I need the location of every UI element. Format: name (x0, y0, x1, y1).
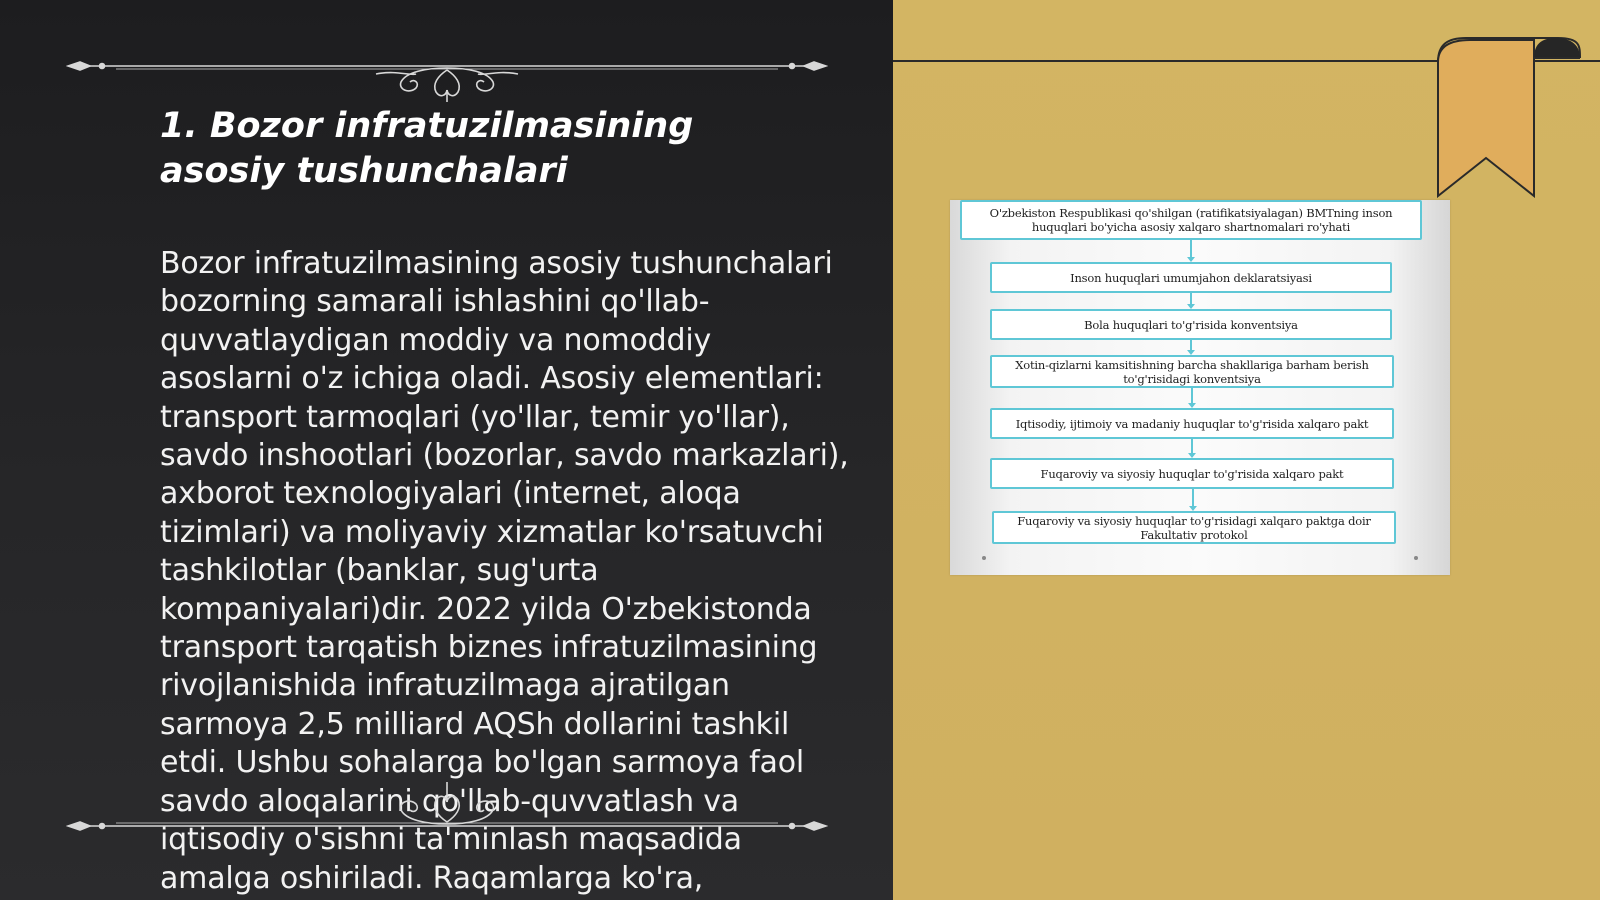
flowchart-item-text: Xotin-qizlarni kamsitishning barcha shakllariga barham berish to'g'risidagi konventsiya (1015, 357, 1369, 386)
flowchart-item-6 (992, 511, 1396, 544)
flowchart-item-text: Fuqaroviy va siyosiy huquqlar to'g'risidagi xalqaro paktga doir Fakultativ protokol (1017, 513, 1371, 542)
flowchart-item-4 (990, 408, 1394, 439)
flowchart-item-3 (990, 355, 1394, 388)
flowchart-item-text: Bola huquqlari to'g'risida konventsiya (1084, 317, 1298, 332)
slide-title: 1. Bozor infratuzilmasining asosiy tushunchalari (160, 106, 694, 191)
flowchart-header-text: O'zbekiston Respublikasi qo'shilgan (ratifikatsiyalagan) BMTning inson huquqlari bo'yicha asosiy xalqaro shartnomalari ro'yhati (989, 206, 1393, 234)
ribbon-bookmark-icon (1430, 28, 1600, 198)
flowchart-dot (1414, 556, 1418, 560)
bottom-ornament-divider-icon (66, 778, 828, 834)
flowchart-item-text: Fuqaroviy va siyosiy huquqlar to'g'risida xalqaro pakt (1040, 466, 1344, 481)
flowchart-dot (982, 556, 986, 560)
flowchart-item-text: Iqtisodiy, ijtimoiy va madaniy huquqlar to'g'risida xalqaro pakt (1015, 416, 1369, 431)
flowchart-item-text: Inson huquqlari umumjahon deklaratsiyasi (1070, 270, 1312, 285)
flowchart-item-5 (990, 458, 1394, 489)
flowchart-image (950, 200, 1450, 575)
flowchart-item-1 (990, 262, 1392, 293)
flowchart-item-2 (990, 309, 1392, 340)
flowchart-header-box (960, 200, 1422, 240)
top-ornament-divider-icon (66, 46, 828, 102)
slide-body-text: Bozor infratuzilmasining asosiy tushunchalari bozorning samarali ishlashini qo'llab-quvvatlaydigan moddiy va nomoddiy asoslarni o'z ichiga oladi. Asosiy elementlari: transport tarmoqlari (yo'llar, temir yo'llar), savdo inshootlari (bozorlar, savdo markazlari), axborot texnologiyalari (internet, aloqa tizimlari) va moliyaviy xizmatlar ko'rsatuvchi tashkilotlar (banklar, sug'urta kompaniyalari)dir. 2022 yilda O'zbekistonda transport tarqatish biznes infratuzilmasining rivojlanishida infratuzilmaga ajratilgan sarmoya 2,5 milliard AQSh dollarini tashkil etdi. Ushbu sohalarga bo'lgan sarmoya faol savdo aloqalarini qo'llab-quvvatlash va iqtisodiy o'sishni ta'minlash maqsadida amalga oshiriladi. Raqamlarga ko'ra, (160, 246, 849, 896)
